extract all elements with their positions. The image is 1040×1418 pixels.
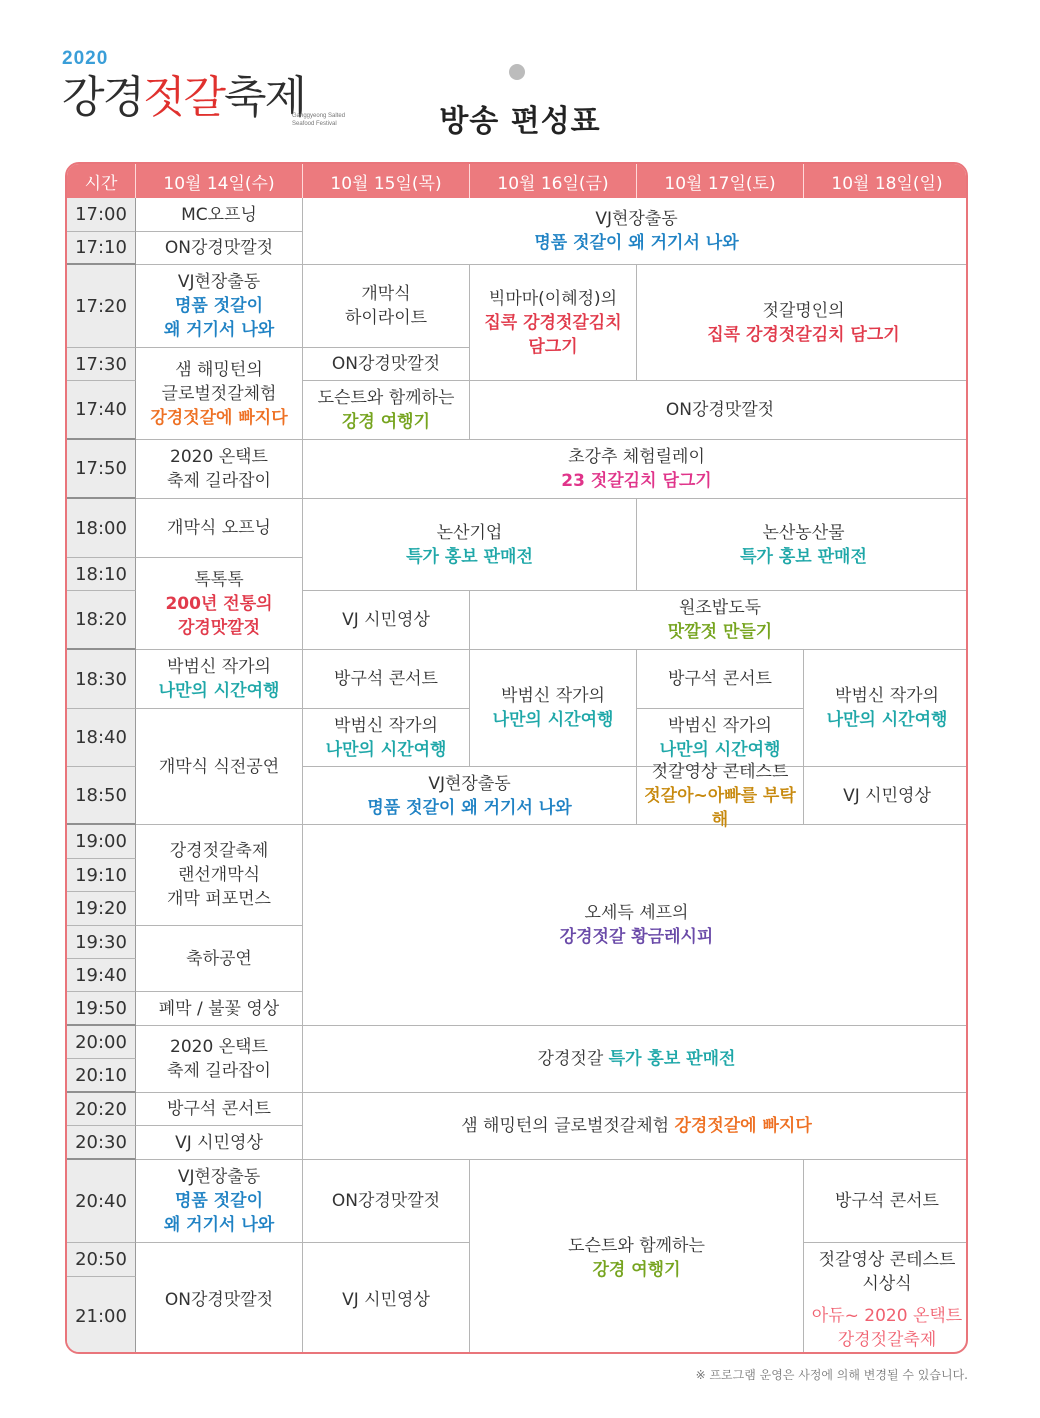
program-cell: 2020 온택트 축제 길라잡이 [136, 1026, 303, 1093]
program-cell: 개막식 하이라이트 [303, 265, 470, 348]
program-cell: ON강경맛깔젓 [303, 348, 470, 381]
program-cell: ON강경맛깔젓 [470, 381, 968, 440]
program-cell: VJ 시민영상 [804, 767, 968, 825]
header-day-5: 10월 18일(일) [804, 164, 968, 198]
time-cell: 17:10 [67, 232, 136, 265]
time-cell: 19:00 [67, 825, 136, 859]
program-cell: 개막식 오프닝 [136, 499, 303, 558]
program-cell: 논산농산물 특가 홍보 판매전 [637, 499, 968, 591]
time-cell: 20:50 [67, 1243, 136, 1277]
header-day-1: 10월 14일(수) [136, 164, 303, 198]
time-cell: 18:10 [67, 558, 136, 591]
program-cell: 오세득 셰프의 강경젓갈 황금레시피 [303, 825, 968, 1026]
logo-year: 2020 [62, 48, 109, 69]
program-cell: 축하공연 [136, 926, 303, 992]
program-cell: ON강경맛깔젓 [303, 1160, 470, 1243]
program-cell: 초강추 체험릴레이 23 젓갈김치 담그기 [303, 440, 968, 499]
program-cell: 박범신 작가의 나만의 시간여행 [136, 650, 303, 709]
program-cell: 원조밥도둑 맛깔젓 만들기 [470, 591, 968, 650]
program-cell: VJ현장출동 명품 젓갈이 왜 거기서 나와 [136, 265, 303, 348]
time-cell: 18:20 [67, 591, 136, 650]
program-cell: 논산기업 특가 홍보 판매전 [303, 499, 637, 591]
program-cell: 톡톡톡 200년 전통의 강경맛깔젓 [136, 558, 303, 650]
program-cell: VJ 시민영상 [303, 1243, 470, 1354]
header-time: 시간 [67, 164, 136, 198]
header-day-3: 10월 16일(금) [470, 164, 637, 198]
program-cell: 젓갈영상 콘테스트 시상식 아듀~ 2020 온택트 강경젓갈축제 [811, 1249, 963, 1350]
time-cell: 20:20 [67, 1093, 136, 1126]
program-cell: ON강경맛깔젓 [136, 232, 303, 265]
header-day-4: 10월 17일(토) [637, 164, 804, 198]
program-cell: 방구석 콘서트 [303, 650, 470, 709]
program-cell: 방구석 콘서트 [136, 1093, 303, 1126]
program-cell: 개막식 식전공연 [136, 709, 303, 825]
time-cell: 18:00 [67, 499, 136, 558]
time-cell: 17:50 [67, 440, 136, 499]
footnote: ※ 프로그램 운영은 사정에 의해 변경될 수 있습니다. [695, 1368, 968, 1382]
decorative-dot [509, 64, 525, 80]
program-cell: MC오프닝 [136, 198, 303, 232]
program-cell: 박범신 작가의 나만의 시간여행 [804, 650, 968, 767]
program-cell: VJ현장출동 명품 젓갈이 왜 거기서 나와 [303, 767, 637, 825]
time-cell: 20:40 [67, 1160, 136, 1243]
program-cell: VJ 시민영상 [136, 1126, 303, 1160]
logo-wordmark: 강경젓갈축제 [62, 72, 306, 123]
time-cell: 19:30 [67, 926, 136, 959]
logo-subtitle: Ganggyeong Salted Seafood Festival [292, 113, 346, 127]
time-cell: 17:20 [67, 265, 136, 348]
time-cell: 19:10 [67, 859, 136, 892]
time-cell: 17:40 [67, 381, 136, 440]
program-cell: 젓갈영상 콘테스트 젓갈아~아빠를 부탁해 [637, 767, 804, 825]
page-title: 방송 편성표 [439, 104, 601, 139]
program-cell: 강경젓갈축제 랜선개막식 개막 퍼포먼스 [136, 825, 303, 926]
program-cell: 방구석 콘서트 [637, 650, 804, 709]
time-cell: 20:10 [67, 1059, 136, 1093]
program-cell: ON강경맛깔젓 [136, 1243, 303, 1354]
time-cell: 18:30 [67, 650, 136, 709]
program-cell: 빅마마(이혜정)의 집콕 강경젓갈김치 담그기 [470, 265, 637, 381]
schedule-table [65, 162, 968, 1354]
time-cell: 21:00 [67, 1277, 136, 1354]
time-cell: 19:50 [67, 992, 136, 1026]
time-cell: 19:20 [67, 892, 136, 926]
program-cell: 박범신 작가의 나만의 시간여행 [637, 709, 804, 767]
time-cell: 18:50 [67, 767, 136, 825]
time-cell: 17:00 [67, 198, 136, 232]
program-cell: 강경젓갈 특가 홍보 판매전 [303, 1026, 968, 1093]
time-cell: 20:30 [67, 1126, 136, 1160]
program-cell: 방구석 콘서트 [804, 1160, 968, 1243]
program-cell: VJ 시민영상 [303, 591, 470, 650]
program-cell: 도슨트와 함께하는 강경 여행기 [470, 1160, 804, 1354]
time-cell: 18:40 [67, 709, 136, 767]
program-cell: 폐막 / 불꽃 영상 [136, 992, 303, 1026]
program-cell: 박범신 작가의 나만의 시간여행 [303, 709, 470, 767]
program-cell: 샘 해밍턴의 글로벌젓갈체험 강경젓갈에 빠지다 [303, 1093, 968, 1160]
time-cell: 17:30 [67, 348, 136, 381]
time-cell: 19:40 [67, 959, 136, 992]
time-cell: 20:00 [67, 1026, 136, 1059]
header-day-2: 10월 15일(목) [303, 164, 470, 198]
program-cell: 도슨트와 함께하는 강경 여행기 [303, 381, 470, 440]
program-cell: 박범신 작가의 나만의 시간여행 [470, 650, 637, 767]
program-cell: 젓갈명인의 집콕 강경젓갈김치 담그기 [637, 265, 968, 381]
program-cell: VJ현장출동 명품 젓갈이 왜 거기서 나와 [136, 1160, 303, 1243]
program-cell: VJ현장출동 명품 젓갈이 왜 거기서 나와 [303, 198, 968, 265]
program-cell: 샘 해밍턴의 글로벌젓갈체험 강경젓갈에 빠지다 [136, 348, 303, 440]
program-cell: 2020 온택트 축제 길라잡이 [136, 440, 303, 499]
